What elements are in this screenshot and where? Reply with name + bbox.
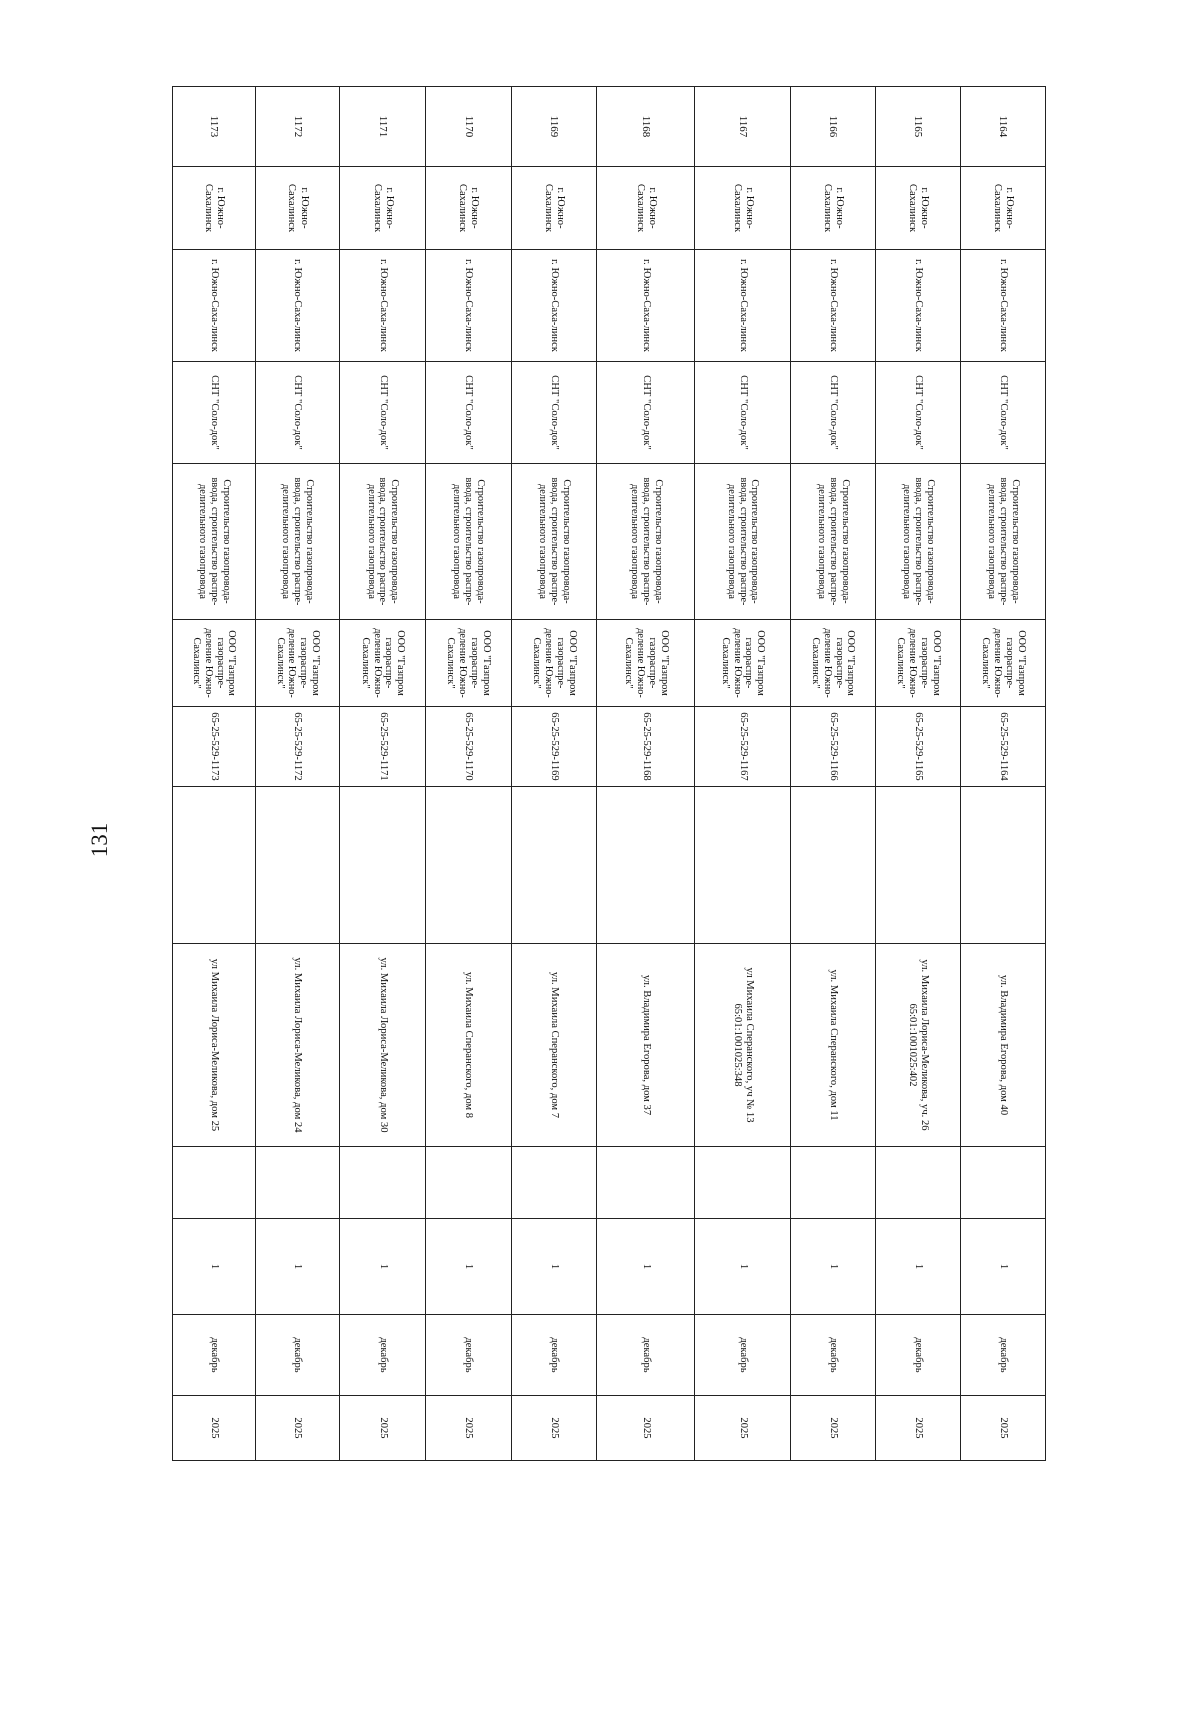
cell-city1: г. Южно-Сахалинск xyxy=(511,167,597,250)
cell-qty: 1 xyxy=(695,1219,791,1315)
cell-blank1 xyxy=(173,787,256,944)
cell-qty: 1 xyxy=(340,1219,426,1315)
cell-snt: СНТ "Соло-док" xyxy=(961,362,1046,464)
page-number: 131 xyxy=(87,822,112,858)
cell-city1: г. Южно-Сахалинск xyxy=(173,167,256,250)
table-row xyxy=(511,87,597,1461)
cell-qty: 1 xyxy=(790,1219,875,1315)
cell-city2: г. Южно-Саха-линск xyxy=(340,250,426,362)
table-row xyxy=(173,87,256,1461)
cell-org: ООО "Газпром газораспре-деление Южно-Сахалинск" xyxy=(340,620,426,707)
table-body xyxy=(173,87,1046,1461)
table-row xyxy=(425,87,511,1461)
cell-blank1 xyxy=(425,787,511,944)
cell-code: 65-25-529-1167 xyxy=(695,707,791,787)
cell-month: декабрь xyxy=(511,1315,597,1396)
cell-address: ул Михаила Лориса-Меликова, дом 25 xyxy=(173,944,256,1147)
cell-year: 2025 xyxy=(511,1396,597,1461)
cell-blank2 xyxy=(425,1147,511,1219)
cell-address: ул. Михаила Сперанского, дом 11 xyxy=(790,944,875,1147)
cell-city1: г. Южно-Сахалинск xyxy=(255,167,340,250)
cell-blank2 xyxy=(695,1147,791,1219)
cell-code: 65-25-529-1169 xyxy=(511,707,597,787)
table-row xyxy=(961,87,1046,1461)
cell-year: 2025 xyxy=(597,1396,695,1461)
cell-code: 65-25-529-1166 xyxy=(790,707,875,787)
cell-code: 65-25-529-1171 xyxy=(340,707,426,787)
cell-qty: 1 xyxy=(255,1219,340,1315)
cell-blank1 xyxy=(790,787,875,944)
cell-snt: СНТ "Соло-док" xyxy=(695,362,791,464)
cell-blank2 xyxy=(597,1147,695,1219)
cell-num: 1173 xyxy=(173,87,256,167)
cell-snt: СНТ "Соло-док" xyxy=(425,362,511,464)
cell-work: Строительство газопровода-ввода, строительство распре-делительного газопровода xyxy=(255,464,340,620)
data-table xyxy=(172,86,1046,1461)
cell-code: 65-25-529-1168 xyxy=(597,707,695,787)
cell-month: декабрь xyxy=(425,1315,511,1396)
cell-work: Строительство газопровода-ввода, строительство распре-делительного газопровода xyxy=(340,464,426,620)
cell-work: Строительство газопровода-ввода, строительство распре-делительного газопровода xyxy=(790,464,875,620)
cell-snt: СНТ "Соло-док" xyxy=(790,362,875,464)
table-row xyxy=(790,87,875,1461)
cell-work: Строительство газопровода-ввода, строительство распре-делительного газопровода xyxy=(597,464,695,620)
cell-blank1 xyxy=(875,787,961,944)
cell-num: 1169 xyxy=(511,87,597,167)
cell-org: ООО "Газпром газораспре-деление Южно-Сахалинск" xyxy=(425,620,511,707)
cell-work: Строительство газопровода-ввода, строительство распре-делительного газопровода xyxy=(875,464,961,620)
cell-snt: СНТ "Соло-док" xyxy=(173,362,256,464)
cell-org: ООО "Газпром газораспре-деление Южно-Сахалинск" xyxy=(875,620,961,707)
cell-snt: СНТ "Соло-док" xyxy=(340,362,426,464)
cell-month: декабрь xyxy=(597,1315,695,1396)
table-row xyxy=(255,87,340,1461)
cell-num: 1166 xyxy=(790,87,875,167)
cell-address: ул. Владимира Егорова, дом 37 xyxy=(597,944,695,1147)
cell-code: 65-25-529-1164 xyxy=(961,707,1046,787)
cell-qty: 1 xyxy=(597,1219,695,1315)
cell-blank1 xyxy=(597,787,695,944)
cell-blank1 xyxy=(340,787,426,944)
cell-month: декабрь xyxy=(340,1315,426,1396)
cell-city1: г. Южно-Сахалинск xyxy=(597,167,695,250)
cell-num: 1171 xyxy=(340,87,426,167)
cell-qty: 1 xyxy=(961,1219,1046,1315)
cell-city2: г. Южно-Саха-линск xyxy=(425,250,511,362)
cell-year: 2025 xyxy=(255,1396,340,1461)
cell-num: 1172 xyxy=(255,87,340,167)
cell-num: 1165 xyxy=(875,87,961,167)
cell-month: декабрь xyxy=(173,1315,256,1396)
cell-city1: г. Южно-Сахалинск xyxy=(875,167,961,250)
cell-org: ООО "Газпром газораспре-деление Южно-Сахалинск" xyxy=(511,620,597,707)
cell-month: декабрь xyxy=(255,1315,340,1396)
cell-org: ООО "Газпром газораспре-деление Южно-Сахалинск" xyxy=(255,620,340,707)
cell-code: 65-25-529-1165 xyxy=(875,707,961,787)
cell-num: 1164 xyxy=(961,87,1046,167)
cell-city1: г. Южно-Сахалинск xyxy=(790,167,875,250)
cell-year: 2025 xyxy=(340,1396,426,1461)
cell-code: 65-25-529-1173 xyxy=(173,707,256,787)
cell-city1: г. Южно-Сахалинск xyxy=(425,167,511,250)
cell-blank2 xyxy=(875,1147,961,1219)
cell-city1: г. Южно-Сахалинск xyxy=(695,167,791,250)
table-row xyxy=(695,87,791,1461)
cell-work: Строительство газопровода-ввода, строительство распре-делительного газопровода xyxy=(961,464,1046,620)
cell-blank2 xyxy=(255,1147,340,1219)
cell-address: ул. Михаила Лориса-Меликова, дом 24 xyxy=(255,944,340,1147)
cell-blank2 xyxy=(790,1147,875,1219)
table-row xyxy=(597,87,695,1461)
table-row xyxy=(340,87,426,1461)
cell-year: 2025 xyxy=(425,1396,511,1461)
cell-city2: г. Южно-Саха-линск xyxy=(790,250,875,362)
cell-org: ООО "Газпром газораспре-деление Южно-Сахалинск" xyxy=(173,620,256,707)
cell-city1: г. Южно-Сахалинск xyxy=(961,167,1046,250)
cell-org: ООО "Газпром газораспре-деление Южно-Сахалинск" xyxy=(961,620,1046,707)
cell-city2: г. Южно-Саха-линск xyxy=(961,250,1046,362)
cell-snt: СНТ "Соло-док" xyxy=(511,362,597,464)
cell-org: ООО "Газпром газораспре-деление Южно-Сахалинск" xyxy=(790,620,875,707)
cell-blank1 xyxy=(511,787,597,944)
cell-address: ул. Владимира Егорова, дом 40 xyxy=(961,944,1046,1147)
cell-address: ул. Михаила Сперанского, дом 8 xyxy=(425,944,511,1147)
cell-snt: СНТ "Соло-док" xyxy=(875,362,961,464)
cell-work: Строительство газопровода-ввода, строительство распре-делительного газопровода xyxy=(695,464,791,620)
cell-org: ООО "Газпром газораспре-деление Южно-Сахалинск" xyxy=(597,620,695,707)
cell-org: ООО "Газпром газораспре-деление Южно-Сахалинск" xyxy=(695,620,791,707)
cell-blank1 xyxy=(255,787,340,944)
cell-address: ул. Михаила Сперанского, дом 7 xyxy=(511,944,597,1147)
cell-month: декабрь xyxy=(875,1315,961,1396)
cell-city2: г. Южно-Саха-линск xyxy=(597,250,695,362)
cell-num: 1167 xyxy=(695,87,791,167)
cell-qty: 1 xyxy=(875,1219,961,1315)
cell-snt: СНТ "Соло-док" xyxy=(597,362,695,464)
cell-city2: г. Южно-Саха-линск xyxy=(875,250,961,362)
table-row xyxy=(875,87,961,1461)
cell-year: 2025 xyxy=(961,1396,1046,1461)
cell-year: 2025 xyxy=(695,1396,791,1461)
cell-address: ул. Михаила Лориса-Меликова, дом 30 xyxy=(340,944,426,1147)
cell-city2: г. Южно-Саха-линск xyxy=(173,250,256,362)
cell-code: 65-25-529-1172 xyxy=(255,707,340,787)
cell-code: 65-25-529-1170 xyxy=(425,707,511,787)
cell-qty: 1 xyxy=(173,1219,256,1315)
cell-blank1 xyxy=(695,787,791,944)
cell-snt: СНТ "Соло-док" xyxy=(255,362,340,464)
cell-year: 2025 xyxy=(173,1396,256,1461)
cell-qty: 1 xyxy=(511,1219,597,1315)
cell-blank1 xyxy=(961,787,1046,944)
cell-num: 1168 xyxy=(597,87,695,167)
cell-num: 1170 xyxy=(425,87,511,167)
cell-address: ул Михаила Сперанского, уч № 13 65:01:1001025:348 xyxy=(695,944,791,1147)
cell-month: декабрь xyxy=(961,1315,1046,1396)
cell-city2: г. Южно-Саха-линск xyxy=(511,250,597,362)
cell-blank2 xyxy=(173,1147,256,1219)
cell-month: декабрь xyxy=(790,1315,875,1396)
cell-city2: г. Южно-Саха-линск xyxy=(255,250,340,362)
cell-qty: 1 xyxy=(425,1219,511,1315)
cell-work: Строительство газопровода-ввода, строительство распре-делительного газопровода xyxy=(425,464,511,620)
cell-city2: г. Южно-Саха-линск xyxy=(695,250,791,362)
cell-city1: г. Южно-Сахалинск xyxy=(340,167,426,250)
cell-work: Строительство газопровода-ввода, строительство распре-делительного газопровода xyxy=(511,464,597,620)
cell-blank2 xyxy=(961,1147,1046,1219)
cell-blank2 xyxy=(340,1147,426,1219)
cell-year: 2025 xyxy=(790,1396,875,1461)
cell-month: декабрь xyxy=(695,1315,791,1396)
cell-year: 2025 xyxy=(875,1396,961,1461)
cell-work: Строительство газопровода-ввода, строительство распре-делительного газопровода xyxy=(173,464,256,620)
cell-blank2 xyxy=(511,1147,597,1219)
cell-address: ул. Михаила Лориса-Меликова, уч. 26 65:01:1001025:402 xyxy=(875,944,961,1147)
